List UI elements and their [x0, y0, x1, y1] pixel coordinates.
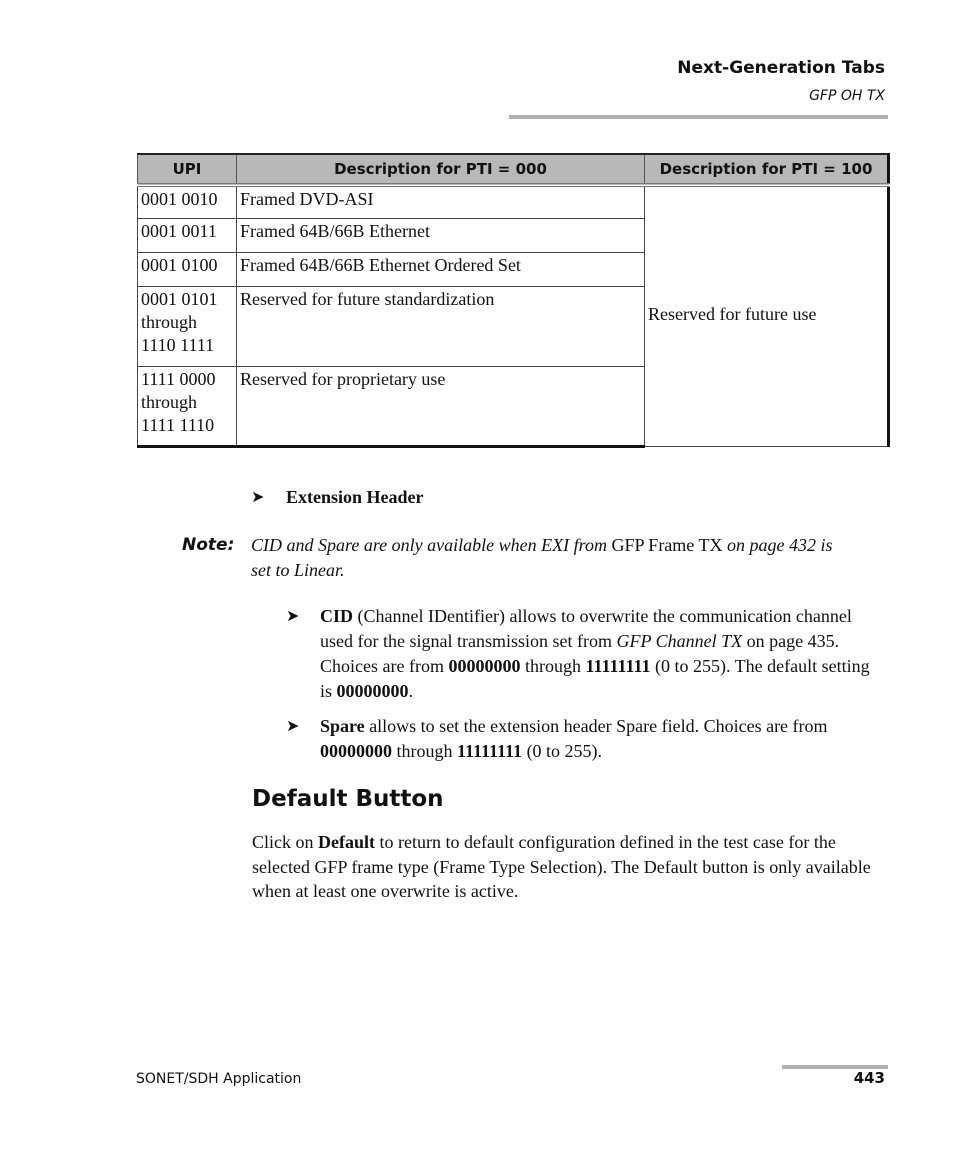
bullet-cid: [286, 604, 886, 704]
running-header-title: Next-Generation Tabs: [677, 58, 885, 78]
bullet-text: on page 435. Choices are from: [320, 631, 840, 676]
upi-value: 1110 1111: [141, 334, 215, 355]
pti000-cell: Framed 64B/66B Ethernet: [237, 218, 645, 252]
upi-value: 0001 0010: [141, 189, 218, 209]
pti000-cell: Reserved for proprietary use: [237, 366, 645, 446]
bullet-term: CID: [320, 606, 354, 626]
bullet-spare: [286, 714, 886, 764]
col-header-upi: UPI: [138, 154, 237, 185]
note-link-gfp-frame-tx[interactable]: GFP Frame TX: [611, 535, 723, 555]
bullet-text: through: [392, 741, 457, 761]
bullet-value: 00000000: [448, 656, 521, 676]
extension-header-label: Extension Header: [286, 487, 424, 507]
upi-value: through: [141, 311, 197, 332]
arrow-bullet-icon: ➤: [286, 608, 300, 625]
table-header-row: [138, 154, 889, 185]
bullet-cid-text: [320, 604, 886, 704]
col-header-pti-000: Description for PTI = 000: [237, 154, 645, 185]
bullet-value: 00000000: [320, 741, 392, 761]
link-gfp-channel-tx[interactable]: GFP Channel TX: [616, 631, 743, 651]
table-row: [138, 185, 889, 218]
pti000-cell: Reserved for future standardization: [237, 286, 645, 366]
para-text: Click on: [252, 832, 318, 852]
note-text-part: CID and Spare are only available when EXI from: [251, 535, 612, 555]
bullet-value: 11111111: [585, 656, 651, 676]
running-header-subtitle: GFP OH TX: [809, 88, 885, 104]
upi-cell: [138, 366, 237, 446]
bullet-text: (Channel IDentifier) allows to overwrite the communication channel used for the signal transmission set from: [320, 606, 852, 651]
arrow-bullet-icon: ➤: [286, 718, 300, 735]
upi-value: 1111 0000: [141, 368, 216, 389]
section-heading: Default Button: [252, 786, 444, 812]
col-header-pti-100: Description for PTI = 100: [645, 154, 889, 185]
extension-header-item: [251, 485, 551, 510]
arrow-bullet-icon: ➤: [251, 489, 265, 506]
bullet-text: allows to set the extension header Spare field. Choices are from: [364, 716, 828, 736]
pti100-merged-cell: Reserved for future use: [645, 185, 889, 446]
note-label: Note:: [182, 535, 235, 555]
upi-value: 0001 0011: [141, 220, 217, 241]
upi-cell: [138, 252, 237, 286]
upi-cell: [138, 185, 237, 218]
bullet-spare-text: [320, 714, 886, 764]
note-text: [251, 533, 851, 583]
pti000-cell: Framed DVD-ASI: [237, 185, 645, 218]
bullet-text: (0 to 255). The default setting is: [320, 656, 870, 701]
para-text: to return to default configuration defined in the test case for the selected GFP frame type (Frame Type Selection). The Default button is only available when at least one overwrite is active.: [252, 832, 871, 901]
upi-cell: [138, 286, 237, 366]
bullet-text: through: [520, 656, 586, 676]
upi-value: 0001 0101: [141, 288, 218, 309]
upi-value: through: [141, 391, 197, 412]
upi-cell: [138, 218, 237, 252]
upi-table: [137, 153, 890, 448]
bullet-text: (0 to 255).: [522, 741, 603, 761]
header-rule: [509, 115, 888, 119]
page-number: 443: [853, 1069, 885, 1087]
upi-value: 0001 0100: [141, 254, 218, 275]
upi-value: 1111 1110: [141, 414, 215, 435]
bullet-value: 00000000: [336, 681, 409, 701]
bullet-text: .: [408, 681, 414, 701]
footer-doc-title: SONET/SDH Application: [136, 1071, 302, 1087]
bullet-term: Spare: [320, 716, 365, 736]
para-term: Default: [318, 832, 375, 852]
bullet-value: 11111111: [457, 741, 523, 761]
pti000-cell: Framed 64B/66B Ethernet Ordered Set: [237, 252, 645, 286]
section-paragraph: [252, 830, 892, 904]
note-text-part: on page 432 is set to Linear.: [251, 535, 833, 580]
